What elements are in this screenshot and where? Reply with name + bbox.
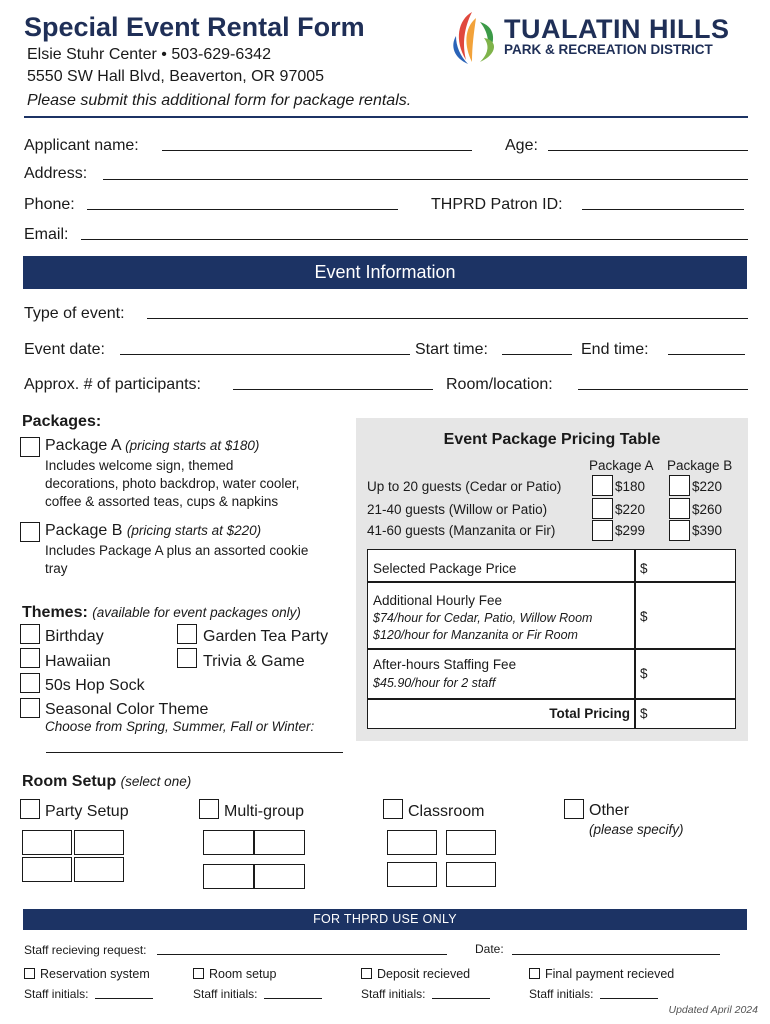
- staff-initials-label: Staff initials:: [361, 987, 426, 1001]
- seasonal-choice-field[interactable]: [46, 752, 343, 753]
- pricing-a-value: $220: [615, 502, 646, 517]
- reservation-system-checkbox[interactable]: [24, 968, 35, 979]
- event-type-field[interactable]: [147, 318, 748, 319]
- pricing-col-b: Package B: [667, 458, 733, 473]
- room-multi-label: Multi-group: [224, 803, 305, 820]
- pricing-a-checkbox[interactable]: [592, 475, 613, 496]
- themes-title: Themes:: [22, 604, 88, 621]
- event-type-label: Type of event:: [24, 305, 125, 322]
- room-classroom-checkbox[interactable]: [383, 799, 403, 819]
- pricing-a-checkbox[interactable]: [592, 520, 613, 541]
- phone-field[interactable]: [87, 209, 398, 210]
- theme-birthday-checkbox[interactable]: [20, 624, 40, 644]
- theme-hawaiian-label: Hawaiian: [45, 653, 111, 670]
- multi-table-diagram: [203, 830, 254, 855]
- packages-heading: Packages:: [22, 413, 102, 430]
- room-multi-checkbox[interactable]: [199, 799, 219, 819]
- themes-heading: [22, 604, 301, 622]
- package-b-label: [45, 522, 261, 540]
- package-b-checkbox[interactable]: [20, 522, 40, 542]
- staff-initials-field[interactable]: [95, 998, 153, 999]
- room-setup-heading: [22, 773, 191, 791]
- staff-initials-field[interactable]: [264, 998, 322, 999]
- room-other-note: (please specify): [589, 822, 684, 837]
- hourly-fee-note: $74/hour for Cedar, Patio, Willow Room: [373, 611, 593, 625]
- updated-note: Updated April 2024: [668, 1004, 758, 1016]
- pricing-col-a: Package A: [589, 458, 654, 473]
- contact-line: Elsie Stuhr Center • 503-629-6342: [27, 46, 271, 63]
- pricing-b-checkbox[interactable]: [669, 520, 690, 541]
- theme-hawaiian-checkbox[interactable]: [20, 648, 40, 668]
- classroom-table-diagram: [387, 862, 437, 887]
- theme-seasonal-checkbox[interactable]: [20, 698, 40, 718]
- theme-hop-label: 50s Hop Sock: [45, 677, 145, 694]
- fee-row-divider: [367, 648, 736, 650]
- logo-name: TUALATIN HILLS: [504, 14, 730, 44]
- form-title: Special Event Rental Form: [24, 12, 365, 42]
- participants-label: Approx. # of participants:: [24, 376, 201, 393]
- staff-receiving-field[interactable]: [157, 954, 447, 955]
- package-a-desc: Includes welcome sign, themed: [45, 458, 234, 473]
- party-table-diagram: [74, 857, 124, 882]
- applicant-name-field[interactable]: [162, 150, 472, 151]
- classroom-table-diagram: [387, 830, 437, 855]
- room-location-field[interactable]: [578, 389, 748, 390]
- staffing-fee-field[interactable]: $: [640, 666, 648, 681]
- theme-trivia-label: Trivia & Game: [203, 653, 305, 670]
- patron-id-label: THPRD Patron ID:: [431, 196, 563, 213]
- package-b-desc: Includes Package A plus an assorted cookie: [45, 543, 309, 558]
- fee-row-divider: [367, 581, 736, 583]
- package-a-desc: coffee & assorted teas, cups & napkins: [45, 494, 279, 509]
- room-party-checkbox[interactable]: [20, 799, 40, 819]
- staff-receiving-label: Staff recieving request:: [24, 943, 147, 957]
- selected-price-label: Selected Package Price: [373, 561, 517, 576]
- room-location-label: Room/location:: [446, 376, 553, 393]
- selected-price-field[interactable]: $: [640, 561, 648, 576]
- multi-table-diagram: [254, 830, 305, 855]
- package-a-desc: decorations, photo backdrop, water cooler,: [45, 476, 300, 491]
- pricing-b-value: $260: [692, 502, 723, 517]
- pricing-a-value: $180: [615, 479, 646, 494]
- theme-garden-label: Garden Tea Party: [203, 628, 329, 645]
- party-table-diagram: [22, 857, 72, 882]
- pricing-title: Event Package Pricing Table: [443, 431, 661, 448]
- pricing-b-checkbox[interactable]: [669, 498, 690, 519]
- theme-birthday-label: Birthday: [45, 628, 104, 645]
- classroom-table-diagram: [446, 862, 496, 887]
- theme-seasonal-note: Choose from Spring, Summer, Fall or Winter:: [45, 719, 315, 734]
- pricing-b-checkbox[interactable]: [669, 475, 690, 496]
- package-a-checkbox[interactable]: [20, 437, 40, 457]
- event-date-field[interactable]: [120, 354, 410, 355]
- staff-initials-field[interactable]: [432, 998, 490, 999]
- fee-table-divider: [634, 549, 636, 729]
- final-payment-label: Final payment recieved: [545, 967, 675, 981]
- total-pricing-field[interactable]: $: [640, 706, 648, 721]
- submit-note: Please submit this additional form for package rentals.: [27, 92, 412, 109]
- staff-initials-label: Staff initials:: [529, 987, 594, 1001]
- start-time-field[interactable]: [502, 354, 572, 355]
- office-room-setup-checkbox[interactable]: [193, 968, 204, 979]
- themes-note: (available for event packages only): [92, 605, 301, 620]
- deposit-received-checkbox[interactable]: [361, 968, 372, 979]
- package-b-desc: tray: [45, 561, 68, 576]
- package-b-name: Package B: [45, 522, 123, 539]
- hourly-fee-note: $120/hour for Manzanita or Fir Room: [373, 628, 578, 642]
- logo-sub: PARK & RECREATION DISTRICT: [504, 42, 713, 57]
- fee-row-divider: [367, 698, 736, 700]
- deposit-received-label: Deposit recieved: [377, 967, 471, 981]
- age-label: Age:: [505, 137, 538, 154]
- header-rule: [24, 116, 748, 118]
- pricing-a-checkbox[interactable]: [592, 498, 613, 519]
- room-other-checkbox[interactable]: [564, 799, 584, 819]
- reservation-system-label: Reservation system: [40, 967, 150, 981]
- package-a-label: [45, 437, 259, 455]
- theme-trivia-checkbox[interactable]: [177, 648, 197, 668]
- staffing-fee-label: After-hours Staffing Fee: [373, 657, 517, 672]
- pricing-row-label: 21-40 guests (Willow or Patio): [367, 502, 548, 517]
- address-label: Address:: [24, 165, 88, 182]
- package-b-price: (pricing starts at $220): [126, 523, 262, 538]
- package-a-name: Package A: [45, 437, 121, 454]
- applicant-name-label: Applicant name:: [24, 137, 139, 154]
- pricing-b-value: $220: [692, 479, 723, 494]
- address-field[interactable]: [103, 179, 748, 180]
- patron-id-field[interactable]: [582, 209, 744, 210]
- pricing-row-label: 41-60 guests (Manzanita or Fir): [367, 523, 556, 538]
- multi-table-diagram: [254, 864, 305, 889]
- email-field[interactable]: [81, 239, 748, 240]
- hourly-fee-label: Additional Hourly Fee: [373, 593, 503, 608]
- staffing-fee-note: $45.90/hour for 2 staff: [373, 676, 496, 690]
- start-time-label: Start time:: [415, 341, 488, 358]
- event-info-heading: Event Information: [23, 256, 747, 289]
- party-table-diagram: [22, 830, 72, 855]
- room-setup-title: Room Setup: [22, 773, 117, 790]
- room-party-label: Party Setup: [45, 803, 129, 820]
- event-date-label: Event date:: [24, 341, 105, 358]
- staff-initials-label: Staff initials:: [24, 987, 89, 1001]
- pricing-b-value: $390: [692, 523, 723, 538]
- address-line: 5550 SW Hall Blvd, Beaverton, OR 97005: [27, 68, 325, 85]
- participants-field[interactable]: [233, 389, 433, 390]
- theme-seasonal-label: Seasonal Color Theme: [45, 701, 209, 718]
- hourly-fee-field[interactable]: $: [640, 609, 648, 624]
- room-classroom-label: Classroom: [408, 803, 485, 820]
- package-a-price: (pricing starts at $180): [125, 438, 260, 453]
- classroom-table-diagram: [446, 830, 496, 855]
- email-label: Email:: [24, 226, 69, 243]
- phone-label: Phone:: [24, 196, 75, 213]
- multi-table-diagram: [203, 864, 254, 889]
- theme-garden-checkbox[interactable]: [177, 624, 197, 644]
- final-payment-checkbox[interactable]: [529, 968, 540, 979]
- party-table-diagram: [74, 830, 124, 855]
- office-date-label: Date:: [475, 942, 504, 956]
- end-time-label: End time:: [581, 341, 649, 358]
- end-time-field[interactable]: [668, 354, 745, 355]
- staff-initials-field[interactable]: [600, 998, 658, 999]
- room-other-label: Other: [589, 802, 630, 819]
- office-use-heading: FOR THPRD USE ONLY: [23, 909, 747, 930]
- room-setup-note: (select one): [120, 774, 192, 789]
- age-field[interactable]: [548, 150, 748, 151]
- theme-hop-checkbox[interactable]: [20, 673, 40, 693]
- office-room-setup-label: Room setup: [209, 967, 277, 981]
- office-date-field[interactable]: [512, 954, 720, 955]
- pricing-a-value: $299: [615, 523, 646, 538]
- total-pricing-label: Total Pricing: [549, 706, 630, 721]
- thprd-logo-icon: [450, 10, 500, 64]
- staff-initials-label: Staff initials:: [193, 987, 258, 1001]
- pricing-row-label: Up to 20 guests (Cedar or Patio): [367, 479, 562, 494]
